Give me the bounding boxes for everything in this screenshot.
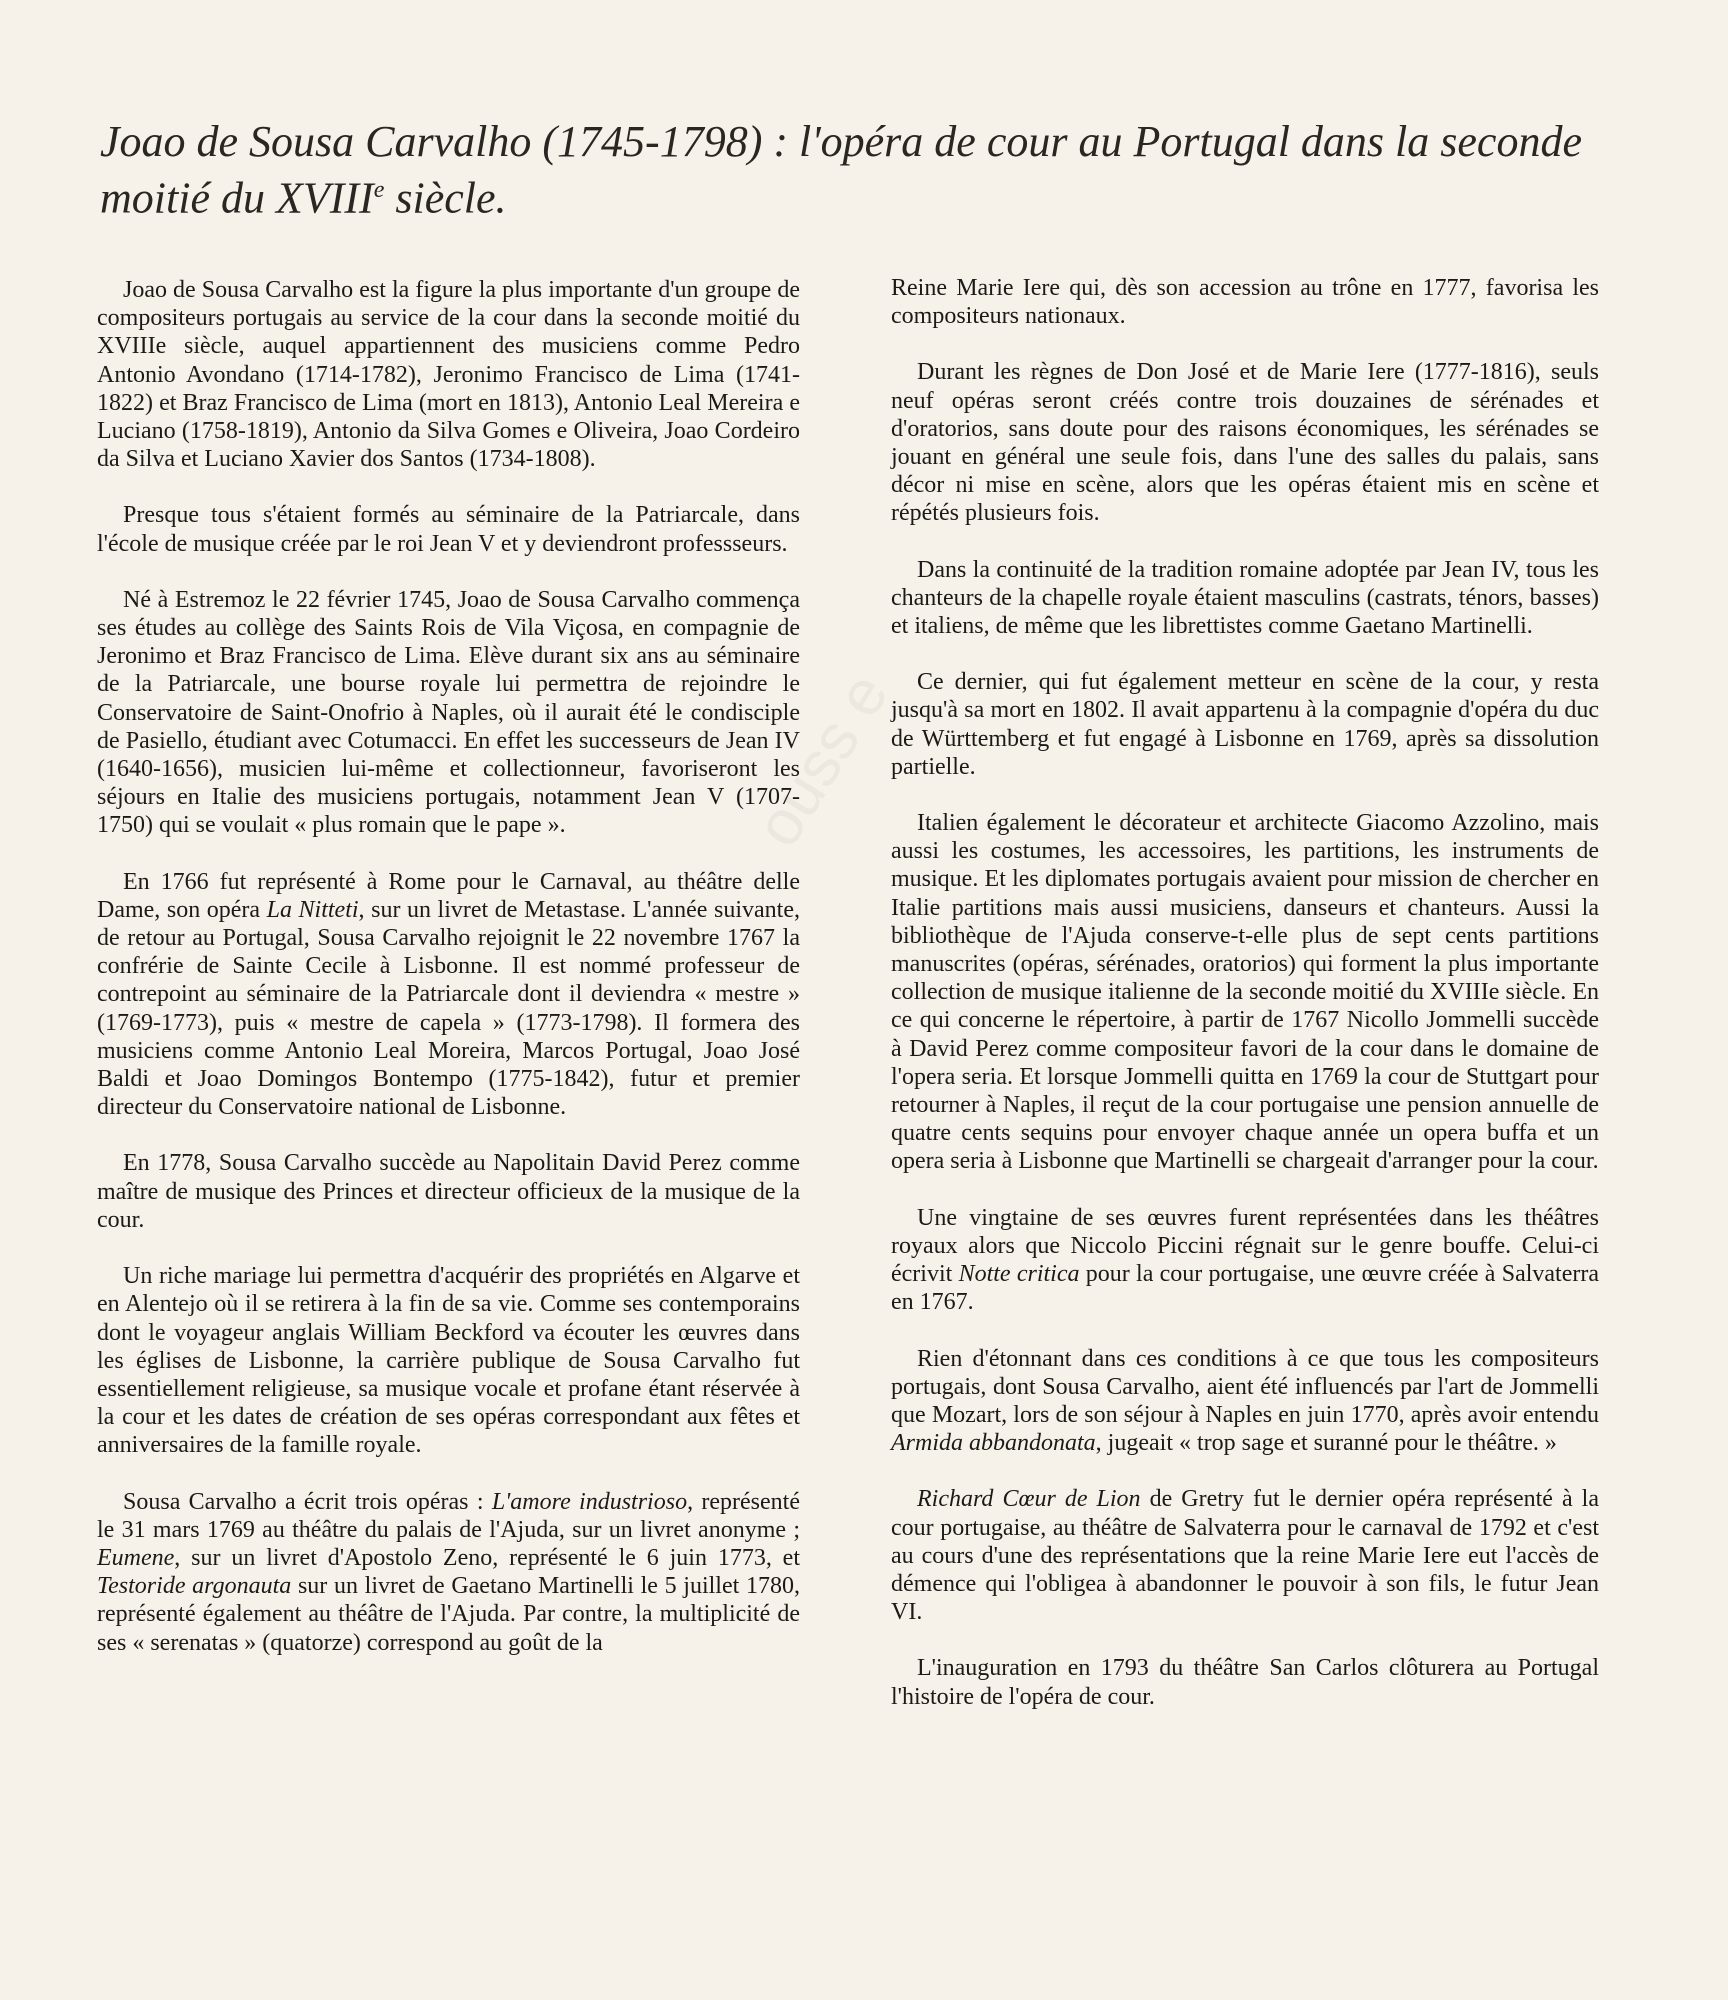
page-title: Joao de Sousa Carvalho (1745-1798) : l'opéra de cour au Portugal dans la seconde moitié du XVIIIe siècle.	[100, 117, 1582, 223]
paragraph: Durant les règnes de Don José et de Marie Iere (1777-1816), seuls neuf opéras seront créés contre trois douzaines de sérénades et d'oratorios, sans doute pour des raisons économiques, les sérénades se jouant en général une seule fois, dans l'une des salles du palais, sans décor ni mise en scène, alors que les opéras étaient mis en scène et répétés plusieurs fois.	[891, 359, 1599, 527]
paragraph: Joao de Sousa Carvalho est la figure la plus importante d'un groupe de compositeurs portugais au service de la cour dans la seconde moitié du XVIIIe siècle, auquel appartiennent des musiciens comme Pedro Antonio Avondano (1714-1782), Jeronimo Francisco de Lima (1741-1822) et Braz Francisco de Lima (mort en 1813), Antonio Leal Mereira e Luciano (1758-1819), Antonio da Silva Gomes e Oliveira, Joao Cordeiro da Silva et Luciano Xavier dos Santos (1734-1808).	[97, 277, 800, 473]
paragraph: Une vingtaine de ses œuvres furent représentées dans les théâtres royaux alors que Niccolo Piccini régnait sur le genre bouffe. Celui-ci écrivit Notte critica pour la cour portugaise, une œuvre créée à Salvaterra en 1767.	[891, 1204, 1599, 1316]
right-column	[891, 274, 1599, 1739]
paragraph: Reine Marie Iere qui, dès son accession au trône en 1777, favorisa les compositeurs nationaux.	[891, 275, 1599, 330]
paragraph: Ce dernier, qui fut également metteur en scène de la cour, y resta jusqu'à sa mort en 1802. Il avait appartenu à la compagnie d'opéra du duc de Württemberg et fut engagé à Lisbonne en 1769, après sa dissolution partielle.	[891, 669, 1599, 780]
left-column	[97, 276, 800, 1685]
paragraph: En 1778, Sousa Carvalho succède au Napolitain David Perez comme maître de musique des Princes et directeur officieux de la musique de la cour.	[97, 1150, 800, 1233]
paragraph: Presque tous s'étaient formés au séminaire de la Patriarcale, dans l'école de musique créée par le roi Jean V et y deviendront professseurs.	[97, 502, 800, 557]
paragraph: Richard Cœur de Lion de Gretry fut le dernier opéra représenté à la cour portugaise, au théâtre de Salvaterra pour le carnaval de 1792 et c'est au cours d'une des représentations que la reine Marie Iere eut l'accès de démence qui l'obligea à abandonner le pouvoir à son fils, le futur Jean VI.	[891, 1486, 1599, 1626]
paragraph: Un riche mariage lui permettra d'acquérir des propriétés en Algarve et en Alentejo où il se retirera à la fin de sa vie. Comme ses contemporains dont le voyageur anglais William Beckford va écouter les œuvres dans les églises de Lisbonne, la carrière publique de Sousa Carvalho fut essentiellement religieuse, sa musique vocale et profane étant réservée à la cour et les dates de création de ses opéras correspondant aux fêtes et anniversaires de la famille royale.	[97, 1263, 800, 1459]
paragraph: Né à Estremoz le 22 février 1745, Joao de Sousa Carvalho commença ses études au collège des Saints Rois de Vila Viçosa, en compagnie de Jeronimo et Braz Francisco de Lima. Elève durant six ans au séminaire de la Patriarcale, une bourse royale lui permettra de rejoindre le Conservatoire de Saint-Onofrio à Naples, où il aurait été le condisciple de Pasiello, étudiant avec Cotumacci. En effet les successeurs de Jean IV (1640-1656), musicien lui-même et collectionneur, favoriseront les séjours en Italie des musiciens portugais, notamment Jean V (1707-1750) qui se voulait « plus romain que le pape ».	[97, 586, 800, 839]
paragraph: L'inauguration en 1793 du théâtre San Carlos clôturera au Portugal l'histoire de l'opéra de cour.	[891, 1655, 1599, 1710]
paragraph: Italien également le décorateur et architecte Giacomo Azzolino, mais aussi les costumes, les accessoires, les partitions, les instruments de musique. Et les diplomates portugais avaient pour mission de chercher en Italie partitions mais aussi musiciens, danseurs et chanteurs. Aussi la bibliothèque de l'Ajuda conserve-t-elle plus de sept cents partitions manuscrites (opéras, sérénades, oratorios) qui forment la plus importante collection de musique italienne de la seconde moitié du XVIIIe siècle. En ce qui concerne le répertoire, à partir de 1767 Nicollo Jommelli succède à David Perez comme compositeur favori de la cour dans le domaine de l'opera seria. Et lorsque Jommelli quitta en 1769 la cour de Stuttgart pour retourner à Naples, il reçut de la cour portugaise une pension annuelle de quatre cents sequins pour envoyer chaque année un opera buffa et un opera seria à Lisbonne que Martinelli se chargeait d'arranger pour la cour.	[891, 810, 1599, 1175]
paragraph: Rien d'étonnant dans ces conditions à ce que tous les compositeurs portugais, dont Sousa Carvalho, aient été influencés par l'art de Jommelli que Mozart, lors de son séjour à Naples en juin 1770, après avoir entendu Armida abbandonata, jugeait « trop sage et suranné pour le théâtre. »	[891, 1345, 1599, 1457]
paragraph: Sousa Carvalho a écrit trois opéras : L'amore industrioso, représenté le 31 mars 1769 au théâtre du palais de l'Ajuda, sur un livret anonyme ; Eumene, sur un livret d'Apostolo Zeno, représenté le 6 juin 1773, et Testoride argonauta sur un livret de Gaetano Martinelli le 5 juillet 1780, représenté également au théâtre de l'Ajuda. Par contre, la multiplicité de ses « serenatas » (quatorze) correspond au goût de la	[97, 1488, 800, 1656]
watermark: ouss e	[740, 660, 902, 859]
paragraph: Dans la continuité de la tradition romaine adoptée par Jean IV, tous les chanteurs de la chapelle royale étaient masculins (castrats, ténors, basses) et italiens, de même que les librettistes comme Gaetano Martinelli.	[891, 556, 1599, 640]
paragraph: En 1766 fut représenté à Rome pour le Carnaval, au théâtre delle Dame, son opéra La Nitteti, sur un livret de Metastase. L'année suivante, de retour au Portugal, Sousa Carvalho rejoignit le 22 novembre 1767 la confrérie de Sainte Cecile à Lisbonne. Il est nommé professeur de contrepoint au séminaire de la Patriarcale dont il deviendra « mestre » (1769-1773), puis « mestre de capela » (1773-1798). Il formera des musiciens comme Antonio Leal Moreira, Marcos Portugal, Joao José Baldi et Joao Domingos Bontempo (1775-1842), futur et premier directeur du Conservatoire national de Lisbonne.	[97, 868, 800, 1121]
